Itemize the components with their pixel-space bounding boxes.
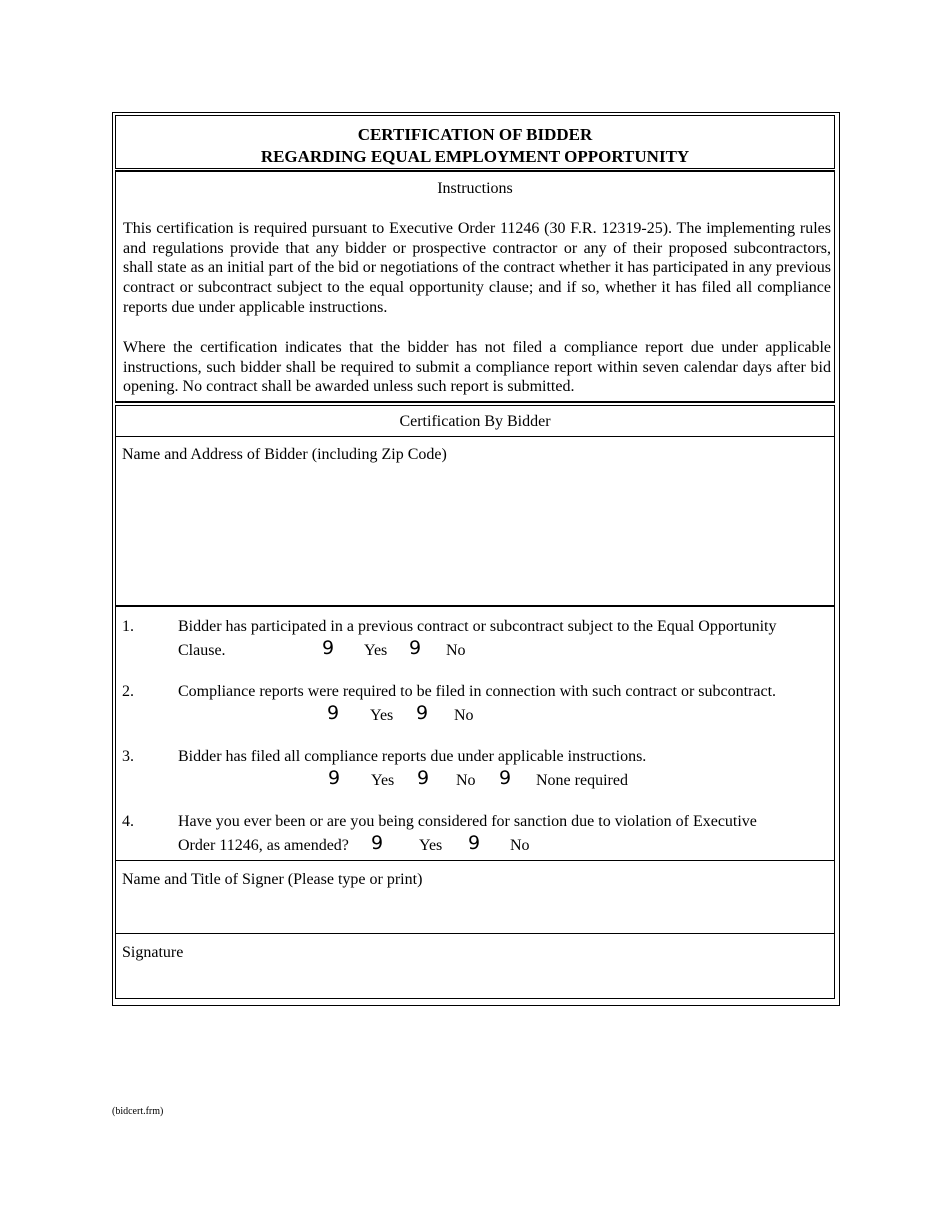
signer-name-title-label: Name and Title of Signer (Please type or print) [122,871,423,888]
none-required-label: None required [536,772,628,789]
certification-heading: Certification By Bidder [399,413,551,430]
question-text-continued: Order 11246, as amended? [178,837,349,854]
yes-label: Yes [371,772,395,789]
no-label: No [510,837,530,854]
instructions-paragraph-1: This certification is required pursuant to Executive Order 11246 (30 F.R. 12319-25). The implementing rules and regulations provide that any bidder or prospective contractor or any of their proposed subcontractors, shall state as an initial part of the bid or negotiations of the contract whether it has participated in any previous contract or subcontract subject to the equal opportunity clause; and if so, whether it has filed all compliance reports due under applicable instructions. [123,220,831,316]
no-checkbox[interactable]: 9 [417,767,430,789]
yes-label: Yes [364,642,388,659]
name-address-field[interactable] [116,468,834,604]
question-number: 4. [122,813,134,830]
divider [116,605,834,607]
no-checkbox[interactable]: 9 [468,832,481,854]
form-file-reference: (bidcert.frm) [112,1106,164,1117]
instructions-paragraph-2: Where the certification indicates that the bidder has not filed a compliance report due under applicable instructions, such bidder shall be required to submit a compliance report within seven calendar days after bid opening. No contract shall be awarded unless such report is submitted. [123,339,831,396]
form-title-line1: CERTIFICATION OF BIDDER [357,125,593,144]
question-number: 3. [122,748,134,765]
no-checkbox[interactable]: 9 [409,637,422,659]
certification-section [115,405,835,999]
none-required-checkbox[interactable]: 9 [499,767,512,789]
yes-checkbox[interactable]: 9 [327,702,340,724]
instructions-section [115,172,835,402]
signer-name-title-field[interactable] [116,892,834,932]
question-text: Have you ever been or are you being considered for sanction due to violation of Executive [178,813,757,830]
question-text-continued: Clause. [178,642,226,659]
no-checkbox[interactable]: 9 [416,702,429,724]
signature-label: Signature [122,944,184,961]
yes-label: Yes [419,837,443,854]
yes-checkbox[interactable]: 9 [322,637,335,659]
question-text: Bidder has filed all compliance reports due under applicable instructions. [178,748,647,765]
signature-field[interactable] [116,964,834,998]
question-text: Compliance reports were required to be filed in connection with such contract or subcontract. [178,683,777,700]
question-number: 1. [122,618,134,635]
name-address-label: Name and Address of Bidder (including Zip Code) [122,446,447,463]
no-label: No [456,772,476,789]
form-title-line2: REGARDING EQUAL EMPLOYMENT OPPORTUNITY [260,147,690,166]
certification-form [112,112,840,1006]
yes-label: Yes [370,707,394,724]
no-label: No [454,707,474,724]
question-number: 2. [122,683,134,700]
divider [116,860,834,861]
divider [116,933,834,934]
yes-checkbox[interactable]: 9 [328,767,341,789]
instructions-heading: Instructions [437,180,513,197]
yes-checkbox[interactable]: 9 [371,832,384,854]
divider [115,401,835,403]
divider [116,436,834,437]
question-text: Bidder has participated in a previous contract or subcontract subject to the Equal Opportunity [178,618,777,635]
no-label: No [446,642,466,659]
title-box [115,115,835,169]
